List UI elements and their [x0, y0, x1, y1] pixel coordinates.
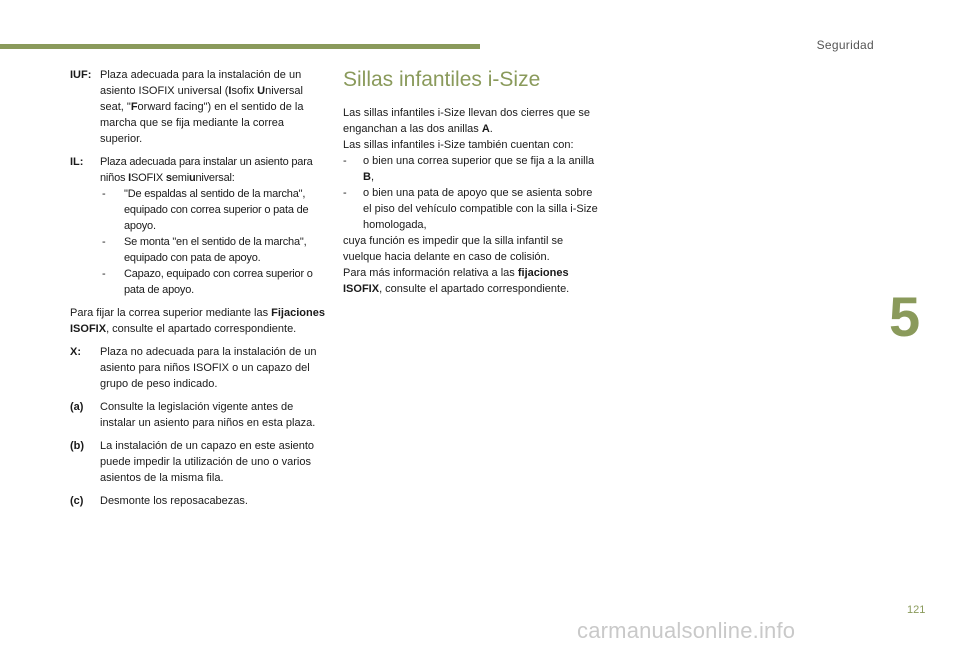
- right-column: [343, 67, 603, 297]
- definition-term: (c): [70, 495, 84, 507]
- paragraph: cuya función es impedir que la silla infantil se vuelque hacia delante en caso de colisión.: [343, 235, 564, 263]
- list-item: - "De espaldas al sentido de la marcha", equipado con correa superior o pata de apoyo.: [102, 188, 309, 232]
- page-number: 121: [907, 604, 926, 616]
- header-accent-bar: [0, 44, 480, 49]
- note-c: [70, 493, 328, 509]
- definition-text: Plaza adecuada para la instalación de un asiento ISOFIX universal (Isofix Universal seat, "Forward facing") en el sentido de la marcha que se fija mediante la correa superior.: [100, 69, 304, 145]
- definition-text: Plaza no adecuada para la instalación de un asiento para niños ISOFIX o un capazo del grupo de peso indicado.: [100, 346, 317, 390]
- list-item: - Se monta "en el sentido de la marcha", equipado con pata de apoyo.: [102, 236, 307, 264]
- section-heading: Sillas infantiles i-Size: [343, 68, 541, 91]
- isofix-note: Para fijar la correa superior mediante las Fijaciones ISOFIX, consulte el apartado correspondiente.: [70, 307, 325, 335]
- list-item: - Capazo, equipado con correa superior o pata de apoyo.: [102, 268, 313, 296]
- definition-x: [70, 344, 328, 392]
- definition-term: IL:: [70, 156, 84, 168]
- definition-term: X:: [70, 346, 81, 358]
- note-a: [70, 399, 328, 431]
- definition-iuf: [70, 67, 328, 147]
- definition-il: [70, 154, 328, 298]
- section-title: Seguridad: [816, 38, 874, 52]
- list-item: - o bien una pata de apoyo que se asienta sobre el piso del vehículo compatible con la silla i-Size homologada,: [343, 187, 598, 231]
- definition-text: Desmonte los reposacabezas.: [100, 495, 248, 507]
- definition-text: Consulte la legislación vigente antes de instalar un asiento para niños en esta plaza.: [100, 401, 316, 429]
- paragraph: Para más información relativa a las fijaciones ISOFIX, consulte el apartado correspondiente.: [343, 267, 570, 295]
- list-item: - o bien una correa superior que se fija a la anilla B,: [343, 155, 595, 183]
- note-b: [70, 438, 328, 486]
- left-column: [70, 67, 328, 516]
- watermark: carmanualsonline.info: [577, 618, 796, 643]
- paragraph: Las sillas infantiles i-Size también cuentan con:: [343, 139, 574, 151]
- definition-text: La instalación de un capazo en este asiento puede impedir la utilización de uno o varios asientos de la misma fila.: [100, 440, 315, 484]
- definition-term: (a): [70, 401, 84, 413]
- definition-text: Plaza adecuada para instalar un asiento para niños ISOFIX semiuniversal: - "De espaldas al sentido de la marcha", equipado con correa superior o pata de apoyo. - Se monta "en el sentido de la marcha", equipado con pata de apoyo. - Capazo, equipado con correa superior o pata de apoyo.: [100, 154, 328, 298]
- definition-term: IUF:: [70, 69, 92, 81]
- chapter-number: 5: [889, 285, 921, 348]
- paragraph: Las sillas infantiles i-Size llevan dos cierres que se enganchan a las dos anillas A.: [343, 107, 591, 135]
- definition-term: (b): [70, 440, 85, 452]
